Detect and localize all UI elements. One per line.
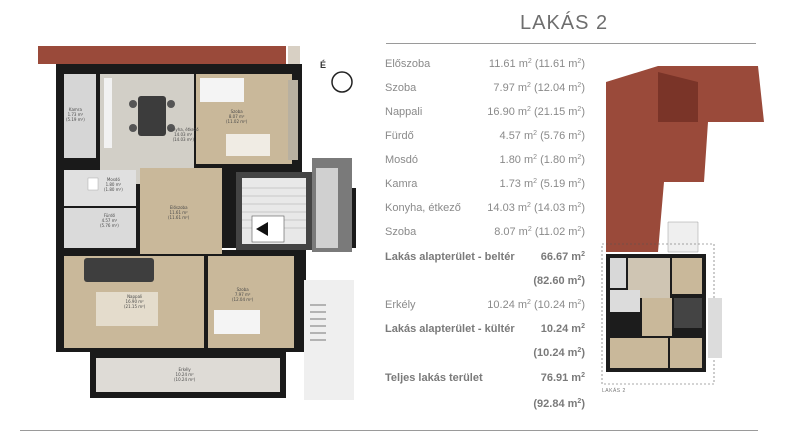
inner-area-value: 66.67 $m^2$ [540,251,585,263]
label-szoba-bottom-name: Szoba [236,287,249,292]
room-area: 1.80 $m^2$ (1.80 $m^2$) [499,154,585,166]
label-nappali-area: 16.90 m² [125,298,144,304]
room-name: Szoba [385,226,417,238]
label-kamra [66,108,85,122]
label-szoba-bottom-area: 7.97 m² [234,291,251,297]
compass-label: É [320,60,327,70]
room-name: Előszoba [385,58,431,70]
room-name: Mosdó [385,154,419,166]
label-szoba-top [226,110,247,124]
label-furdo-area: 4.57 m² [101,217,118,223]
label-mosdo [104,178,123,192]
label-erkely-area-total: (10.24 m²) [174,376,196,382]
room-area: 7.97 $m^2$ (12.04 $m^2$) [493,82,585,94]
room-area: 11.61 $m^2$ (11.61 $m^2$) [488,58,585,70]
label-eloszoba-area: 11.61 m² [169,209,188,215]
room-name: Nappali [385,106,423,118]
label-eloszoba [168,206,189,220]
room-name: Szoba [385,82,417,94]
room-row [385,178,585,196]
outer-area-value: 10.24 $m^2$ [540,323,585,335]
balcony-label: Erkély [385,299,416,311]
room-row [385,226,585,244]
roof-strip [38,46,286,64]
total-area-total-value: (92.84 $m^2$) [533,398,585,410]
label-mosdo-area: 1.80 m² [105,181,122,187]
total-area-value: 76.91 $m^2$ [540,372,585,384]
total-area-row [385,372,585,390]
inner-area-total-row [385,275,585,293]
balcony-value: 10.24 $m^2$ (10.24 $m^2$) [487,299,585,311]
label-nappali-name: Nappali [127,294,143,299]
label-eloszoba-name: Előszoba [169,205,188,210]
room-area: 4.57 $m^2$ (5.76 $m^2$) [499,130,585,142]
floor-plan [20,40,365,430]
label-szoba-bottom-area-total: (12.04 m²) [232,296,254,302]
room-name: Konyha, étkező [385,202,461,214]
label-szoba-top-area: 8.07 m² [228,113,245,119]
room-area: 16.90 $m^2$ (21.15 $m^2$) [487,106,585,118]
label-kamra-area: 1.73 m² [67,111,84,117]
label-szoba-top-area-total: (11.02 m²) [226,118,248,124]
label-furdo-area-total: (5.76 m²) [100,222,119,228]
bottom-divider [20,430,758,431]
inner-area-row [385,251,585,269]
title-divider [386,43,756,44]
page-title: LAKÁS 2 [520,12,609,34]
total-area-label: Teljes lakás terület [385,372,483,384]
label-erkely [174,368,195,382]
room-area: 8.07 $m^2$ (11.02 $m^2$) [494,226,585,238]
inner-area-label: Lakás alapterület - beltér [385,251,515,263]
label-konyha-area-total: (14.03 m²) [172,136,194,142]
label-nappali-area-total: (21.15 m²) [124,303,146,309]
label-szoba-bottom [232,288,253,302]
label-konyha-area: 14.03 m² [174,131,193,137]
label-nappali [124,295,145,309]
room-area: 14.03 $m^2$ (14.03 $m^2$) [487,202,585,214]
room-row [385,202,585,220]
label-furdo-name: Fürdő [103,213,115,218]
label-mosdo-area-total: (1.80 m²) [104,186,123,192]
inner-area-total-value: (82.60 $m^2$) [533,275,585,287]
total-area-total-row [385,398,585,416]
outer-area-row [385,323,585,341]
room-area: 1.73 $m^2$ (5.19 $m^2$) [499,178,585,190]
room-mosdo [64,170,136,206]
label-erkely-area: 10.24 m² [175,371,194,377]
label-eloszoba-area-total: (11.61 m²) [168,214,190,220]
label-mosdo-name: Mosdó [106,177,120,182]
outer-area-label: Lakás alapterület - kültér [385,323,515,335]
room-row [385,106,585,124]
room-row [385,154,585,172]
overview-caption: LAKÁS 2 [602,388,626,394]
label-furdo [100,214,119,228]
room-row [385,130,585,148]
balcony-row [385,299,585,317]
label-erkely-name: Erkély [178,367,191,372]
outer-area-total-row [385,347,585,365]
compass-icon [332,72,352,92]
room-name: Fürdő [385,130,414,142]
building-overview [598,62,768,407]
room-row [385,82,585,100]
outer-area-total-value: (10.24 $m^2$) [533,347,585,359]
label-kamra-area-total: (5.19 m²) [66,116,85,122]
room-row [385,58,585,76]
label-kamra-name: Kamra [68,107,82,112]
label-konyha [168,128,199,142]
room-name: Kamra [385,178,418,190]
label-konyha-name: Konyha, étkező [168,127,199,132]
label-szoba-top-name: Szoba [230,109,243,114]
building-overview-drawing [598,62,768,407]
